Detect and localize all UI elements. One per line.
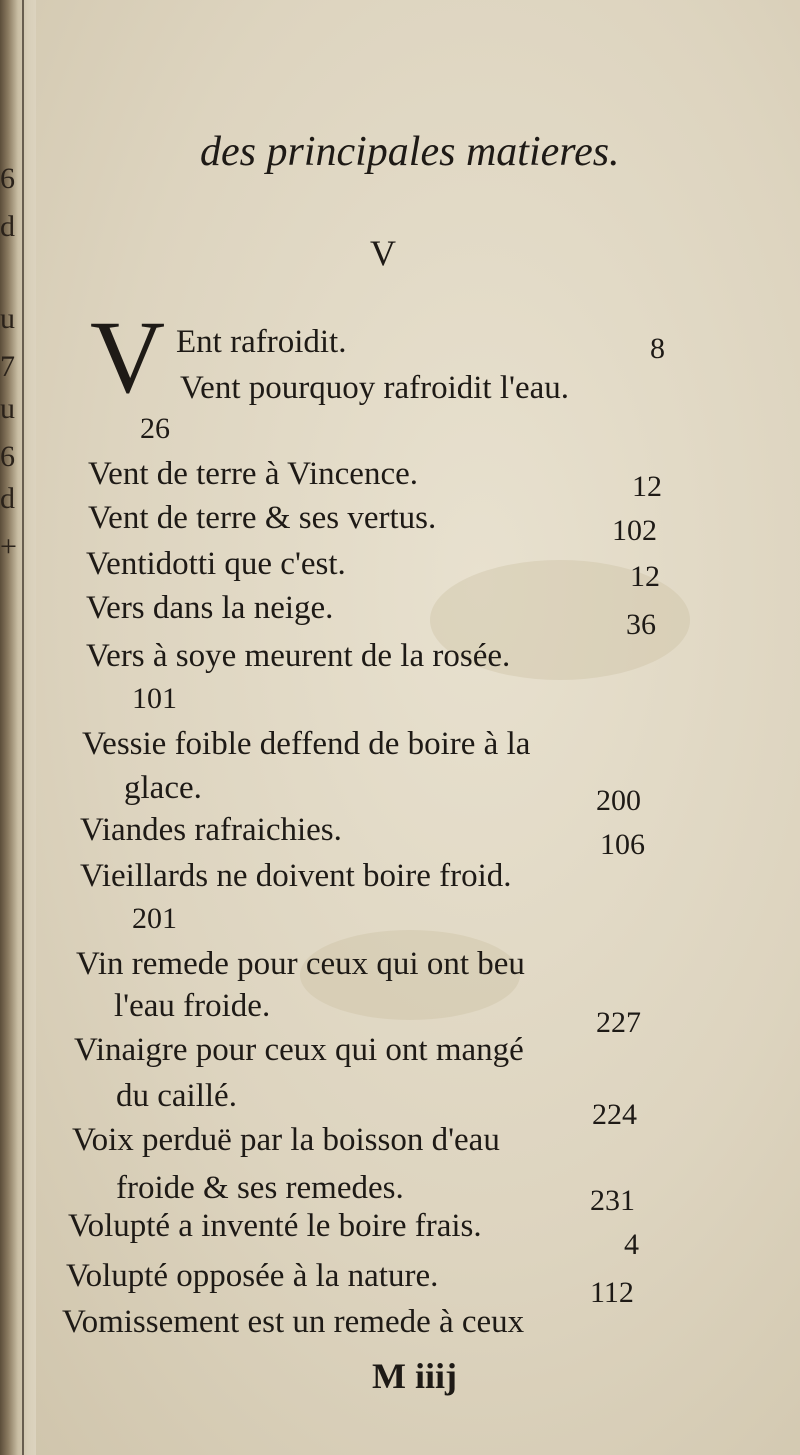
margin-bleed-char: u — [0, 392, 15, 425]
index-entry-continuation: du caillé. — [116, 1078, 237, 1114]
index-entry-continuation: froide & ses remedes. — [116, 1170, 404, 1206]
index-entry-page: 36 — [626, 608, 656, 641]
index-entry-text: Ventidotti que c'est. — [86, 546, 346, 582]
index-entry-text: Vent pourquoy rafroidit l'eau. — [180, 370, 570, 406]
gutter-edge-line — [22, 0, 24, 1455]
index-entry-text: Vieillards ne doivent boire froid. — [80, 858, 512, 894]
index-entry-page: 227 — [596, 1006, 641, 1039]
index-entry-text: Vinaigre pour ceux qui ont mangé — [74, 1032, 524, 1068]
index-entry-text: Vent de terre & ses vertus. — [88, 500, 437, 536]
index-entry-page: 12 — [630, 560, 660, 593]
index-entry-text: Vent de terre à Vincence. — [88, 456, 418, 492]
index-entry-page: 102 — [612, 514, 657, 547]
margin-bleed-char: 6 — [0, 440, 15, 473]
index-entry-continuation: l'eau froide. — [114, 988, 271, 1024]
index-entry-text: Ent rafroidit. — [176, 324, 347, 360]
index-entry-page: 112 — [590, 1276, 634, 1309]
index-entry-page: 201 — [132, 902, 177, 935]
index-entry-page: 101 — [132, 682, 177, 715]
index-entry-text: Vin remede pour ceux qui ont beu — [76, 946, 525, 982]
index-entry-page: 4 — [624, 1228, 639, 1261]
index-entry-text: Voix perduë par la boisson d'eau — [72, 1122, 500, 1158]
running-head: des principales matieres. — [200, 129, 620, 175]
index-entry-text: Vomissement est un remede à ceux — [62, 1304, 525, 1340]
index-entry-text: Vers à soye meurent de la rosée. — [86, 638, 511, 674]
margin-bleed-char: d — [0, 482, 15, 515]
drop-cap: V — [90, 300, 166, 415]
margin-bleed-char: 7 — [0, 350, 15, 383]
index-entry-page: 26 — [140, 412, 170, 445]
index-entry-continuation: glace. — [124, 770, 202, 806]
signature-mark: M iiij — [372, 1356, 457, 1396]
index-entry-page: 200 — [596, 784, 641, 817]
index-entry-text: Vers dans la neige. — [86, 590, 334, 626]
margin-bleed-char: d — [0, 210, 15, 243]
margin-bleed-char: + — [0, 530, 17, 563]
index-entry-text: Volupté opposée à la nature. — [66, 1258, 439, 1294]
index-entry-page: 106 — [600, 828, 645, 861]
index-entry-text: Volupté a inventé le boire frais. — [68, 1208, 482, 1244]
index-entry-page: 231 — [590, 1184, 635, 1217]
section-letter: V — [370, 233, 396, 273]
index-entry-text: Vessie foible deffend de boire à la — [82, 726, 531, 762]
index-entry-text: Viandes rafraichies. — [80, 812, 342, 848]
margin-bleed-char: u — [0, 302, 15, 335]
index-entry-page: 224 — [592, 1098, 637, 1131]
index-entry-page: 12 — [632, 470, 662, 503]
margin-bleed-char: 6 — [0, 162, 15, 195]
index-entry-page: 8 — [650, 332, 665, 365]
